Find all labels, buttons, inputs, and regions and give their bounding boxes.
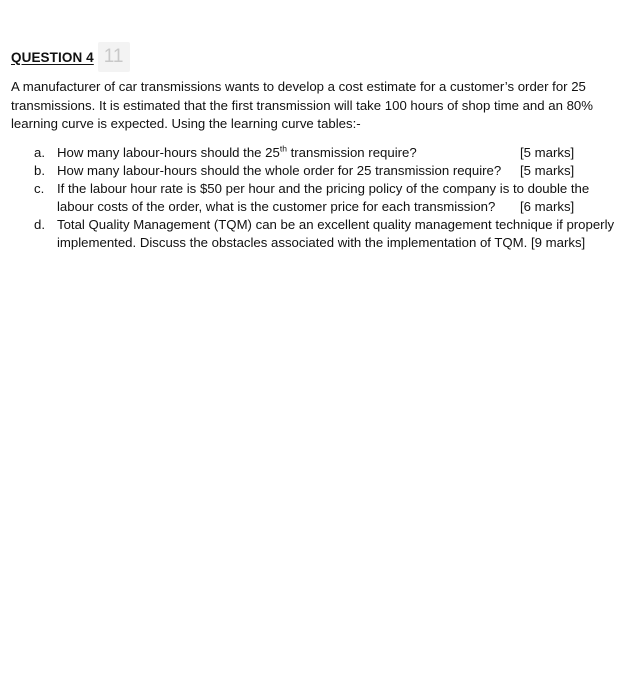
- sub-question-b: [0, 162, 617, 180]
- sub-question-letter: d.: [34, 217, 45, 232]
- sub-question-text: Total Quality Management (TQM) can be an excellent quality management technique if properly: [57, 217, 615, 232]
- sub-question-a: [0, 144, 617, 162]
- intro-line: A manufacturer of car transmissions wants to develop a cost estimate for a customer’s order for 25: [11, 79, 586, 94]
- marks-label: [5 marks]: [520, 145, 575, 160]
- sub-question-text: If the labour hour rate is $50 per hour and the pricing policy of the company is to double the: [57, 181, 590, 196]
- text-part: How many labour-hours should the 25: [57, 145, 280, 160]
- marks-label: [6 marks]: [520, 199, 575, 214]
- sub-question-letter: c.: [34, 181, 45, 196]
- intro-line: learning curve is expected. Using the learning curve tables:-: [11, 116, 361, 131]
- question-number-badge: 11: [98, 42, 130, 72]
- question-intro: [11, 78, 611, 134]
- ordinal-superscript: th: [279, 143, 287, 154]
- text-part: transmission require?: [286, 145, 417, 160]
- sub-question-text: [57, 145, 417, 160]
- sub-question-letter: b.: [34, 163, 45, 178]
- sub-question-text-line2: [57, 198, 617, 216]
- intro-line: transmissions. It is estimated that the first transmission will take 100 hours of shop time and an 80%: [11, 97, 593, 113]
- question-heading: [11, 42, 130, 72]
- sub-question-text: implemented. Discuss the obstacles associated with the implementation of TQM. [9 marks]: [57, 235, 586, 250]
- sub-question-letter: a.: [34, 145, 45, 160]
- sub-question-d: [0, 216, 617, 252]
- sub-question-text: labour costs of the order, what is the customer price for each transmission?: [57, 199, 496, 214]
- question-title: QUESTION 4: [11, 49, 94, 65]
- sub-question-list: [0, 144, 635, 252]
- sub-question-text: How many labour-hours should the whole order for 25 transmission require?: [57, 163, 502, 178]
- marks-label: [5 marks]: [520, 163, 575, 178]
- sub-question-c: [0, 180, 617, 216]
